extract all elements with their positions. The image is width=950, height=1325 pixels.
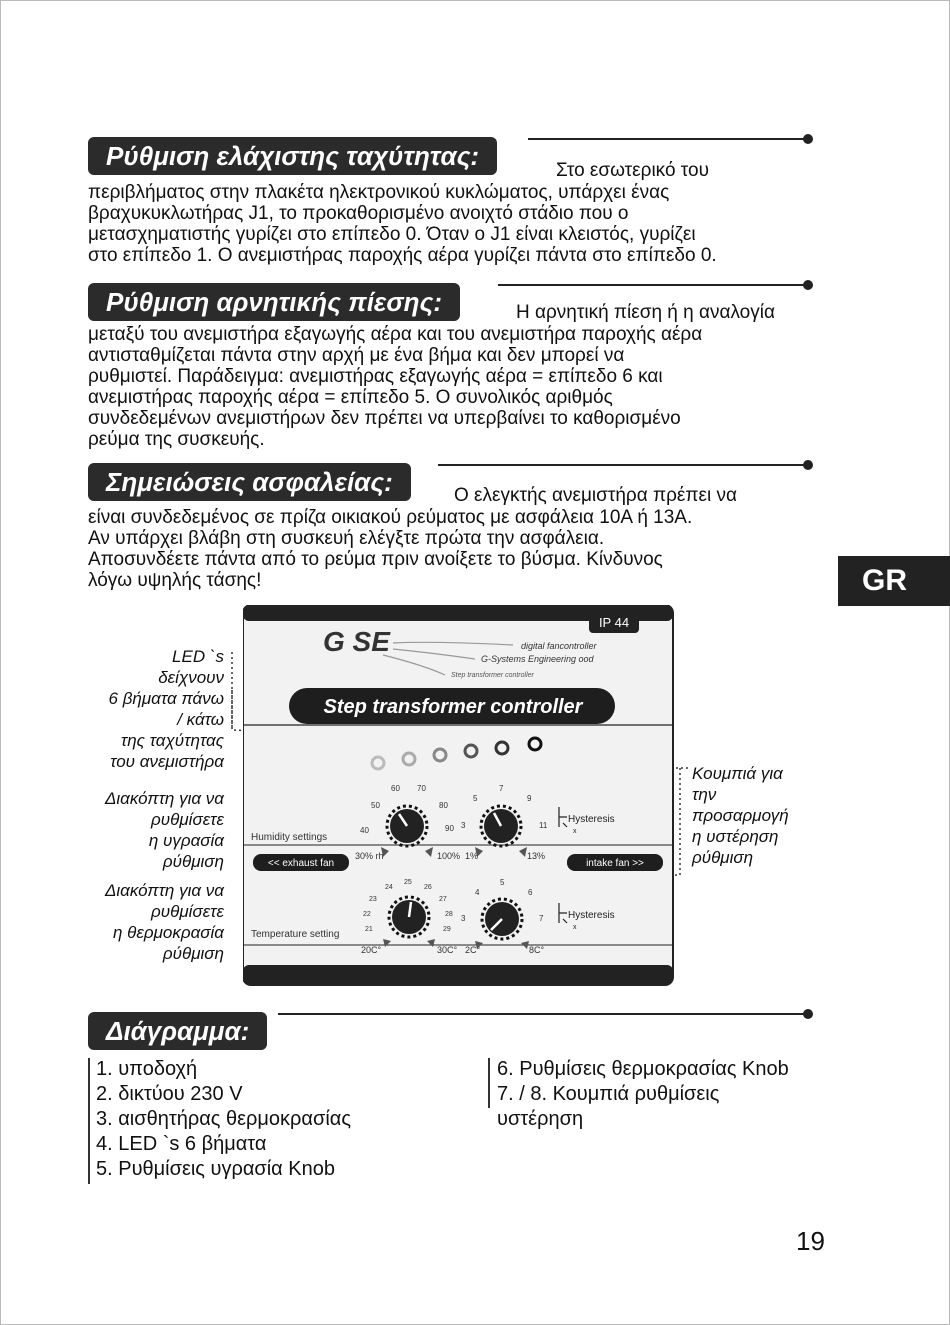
annotation-line: προσαρμογή xyxy=(692,806,789,825)
header-dot xyxy=(803,1009,813,1019)
list-item: 3. αισθητήρας θερμοκρασίας xyxy=(96,1108,351,1130)
section-lead: Ο ελεγκτής ανεμιστήρα πρέπει να xyxy=(454,485,737,506)
exhaust-fan-label: << exhaust fan xyxy=(267,858,335,869)
body-line: ανεμιστήρας παροχής αέρα = επίπεδο 5. Ο συνολικός αριθμός xyxy=(88,387,613,408)
hyst2-min: 2C° xyxy=(465,945,481,955)
body-line: αντισταθμίζεται πάντα στην αρχή με ένα βήμα και δεν μπορεί να xyxy=(88,345,625,366)
hyst1-tick: 3 xyxy=(461,821,466,830)
body-line: στο επίπεδο 1. Ο ανεμιστήρας παροχής αέρα γυρίζει πάντα στο επίπεδο 0. xyxy=(88,245,717,266)
annotation-line: LED `s xyxy=(172,647,224,666)
brand-line-3: Step transformer controller xyxy=(451,672,534,679)
list-item: 2. δικτύου 230 V xyxy=(96,1083,243,1105)
section-title: Διάγραμμα: xyxy=(88,1012,267,1050)
temp-tick: 28 xyxy=(445,911,453,918)
hyst2-tick: 5 xyxy=(500,878,505,887)
humidity-max: 100% xyxy=(437,851,461,861)
annotation-line: η υστέρηση xyxy=(692,827,779,846)
annotation-line: Διακόπτη για να xyxy=(104,789,224,808)
temp-tick: 23 xyxy=(369,896,377,903)
annotation-line: η υγρασία xyxy=(148,831,224,850)
annotation-line: της ταχύτητας xyxy=(120,731,224,750)
body-line: συνδεδεμένων ανεμιστήρων δεν πρέπει να υπερβαίνει το καθορισμένο xyxy=(88,408,681,429)
model-banner: Step transformer controller xyxy=(323,696,583,718)
temp-tick: 21 xyxy=(365,926,373,933)
list-bar xyxy=(488,1058,490,1108)
temp-max: 30C° xyxy=(437,945,458,955)
body-line: Αν υπάρχει βλάβη στη συσκευή ελέγξτε πρώτα την ασφάλεια. xyxy=(88,528,605,549)
header-rule xyxy=(278,1013,808,1015)
section-title: Ρύθμιση ελάχιστης ταχύτητας: xyxy=(88,137,497,175)
brand-line-1: digital fancontroller xyxy=(521,641,597,651)
hyst1-max: 13% xyxy=(527,851,546,861)
diagram-list-1 xyxy=(96,1057,351,1182)
hyst2-max: 8C° xyxy=(529,945,545,955)
body-line: Αποσυνδέετε πάντα από το ρεύμα πριν ανοίξετε το βύσμα. Κίνδυνος xyxy=(88,549,663,570)
body-line: είναι συνδεδεμένος σε πρίζα οικιακού ρεύματος με ασφάλεια 10A ή 13A. xyxy=(88,507,693,528)
body-line: βραχυκυκλωτήρας J1, το προκαθορισμένο ανοιχτό στάδιο που ο xyxy=(88,203,629,224)
hysteresis-x: x xyxy=(573,924,577,931)
annotation-line: ρύθμιση xyxy=(162,852,224,871)
language-tab: GR xyxy=(838,556,950,606)
hyst1-tick: 7 xyxy=(499,784,504,793)
humidity-tick: 70 xyxy=(417,784,426,793)
hyst1-min: 1% xyxy=(465,851,479,861)
list-item: 5. Ρυθμίσεις υγρασία Knob xyxy=(96,1158,335,1180)
list-item: 6. Ρυθμίσεις θερμοκρασίας Knob xyxy=(497,1058,789,1080)
humidity-tick: 50 xyxy=(371,801,380,810)
annotation-line: ρύθμιση xyxy=(692,848,754,867)
humidity-min: 30% rh xyxy=(355,851,384,861)
list-item: 1. υποδοχή xyxy=(96,1058,198,1080)
list-item: 4. LED `s 6 βήματα xyxy=(96,1133,267,1155)
body-line: περιβλήματος στην πλακέτα ηλεκτρονικού κυκλώματος, υπάρχει ένας xyxy=(88,182,670,203)
temperature-label: Temperature setting xyxy=(251,929,340,940)
list-item: 7. / 8. Κουμπιά ρυθμίσεις xyxy=(497,1083,720,1105)
annotation-line: Διακόπτη για να xyxy=(104,881,224,900)
annotation-line: Κουμπιά για xyxy=(692,764,783,783)
body-line: ρεύμα της συσκευής. xyxy=(88,429,265,450)
body-line: λόγω υψηλής τάσης! xyxy=(88,570,262,591)
intake-fan-label: intake fan >> xyxy=(586,858,644,869)
annotation-line: του ανεμιστήρα xyxy=(110,752,224,771)
temp-tick: 25 xyxy=(404,879,412,886)
temp-min: 20C° xyxy=(361,945,382,955)
humidity-tick: 80 xyxy=(439,801,448,810)
annotation-line: / κάτω xyxy=(177,710,224,729)
body-line: μετασχηματιστής γυρίζει στο επίπεδο 0. Όταν ο J1 είναι κλειστός, γυρίζει xyxy=(88,224,696,245)
hyst1-tick: 5 xyxy=(473,794,478,803)
hyst1-tick: 11 xyxy=(539,821,548,830)
annotation-line: ρυθμίσετε xyxy=(151,810,224,829)
humidity-tick: 40 xyxy=(360,826,369,835)
controller-device xyxy=(243,605,675,987)
humidity-label: Humidity settings xyxy=(251,832,328,843)
temp-tick: 24 xyxy=(385,884,393,891)
temp-tick: 26 xyxy=(424,884,432,891)
hyst1-tick: 9 xyxy=(527,794,532,803)
temp-tick: 29 xyxy=(443,926,451,933)
hyst2-tick: 7 xyxy=(539,914,544,923)
list-bar xyxy=(88,1058,90,1184)
annotation-line: ρυθμίσετε xyxy=(151,902,224,921)
annotation-line: 6 βήματα πάνω xyxy=(108,689,224,708)
humidity-tick: 90 xyxy=(445,824,454,833)
section-lead: Στο εσωτερικό του xyxy=(556,160,709,181)
body-line: μεταξύ του ανεμιστήρα εξαγωγής αέρα και του ανεμιστήρα παροχής αέρα xyxy=(88,324,703,345)
hysteresis-x: x xyxy=(573,828,577,835)
annotation-line: την xyxy=(692,785,717,804)
hysteresis-label: Hysteresis xyxy=(568,910,615,921)
hyst2-tick: 6 xyxy=(528,888,533,897)
hyst2-tick: 4 xyxy=(475,888,480,897)
humidity-tick: 60 xyxy=(391,784,400,793)
page-number: 19 xyxy=(796,1226,825,1256)
annotation-line: δείχνουν xyxy=(158,668,224,687)
body-line: ρυθμιστεί. Παράδειγμα: ανεμιστήρας εξαγωγής αέρα = επίπεδο 6 και xyxy=(88,366,663,387)
list-item: υστέρηση xyxy=(497,1108,584,1130)
temp-tick: 22 xyxy=(363,911,371,918)
hysteresis-label: Hysteresis xyxy=(568,814,615,825)
ip-rating: IP 44 xyxy=(598,615,630,630)
section-title: Σημειώσεις ασφαλείας: xyxy=(88,463,411,501)
annotation-line: η θερμοκρασία xyxy=(112,923,224,942)
brand-line-2: G-Systems Engineering ood xyxy=(481,654,594,664)
annotation-line: ρύθμιση xyxy=(162,944,224,963)
hyst2-tick: 3 xyxy=(461,914,466,923)
section-title: Ρύθμιση αρνητικής πίεσης: xyxy=(88,283,460,321)
temp-tick: 27 xyxy=(439,896,447,903)
diagram-list-2 xyxy=(497,1057,789,1132)
section-lead: Η αρνητική πίεση ή η αναλογία xyxy=(516,302,775,323)
brand-logo: G SE xyxy=(323,626,390,657)
